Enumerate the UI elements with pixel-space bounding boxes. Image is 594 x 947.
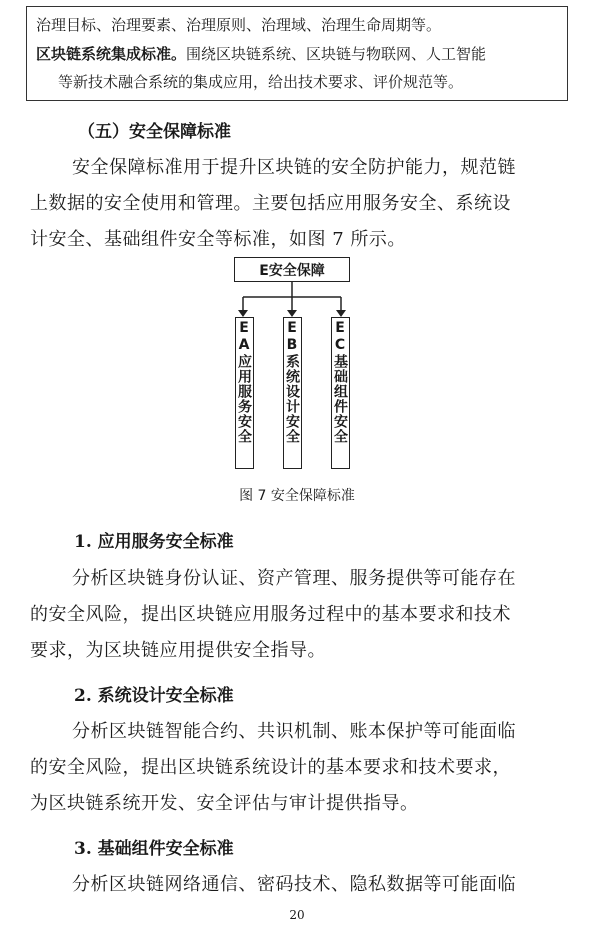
figure-caption: 图 7 安全保障标准 bbox=[239, 488, 355, 504]
subsection-heading: 1. 应用服务安全标准 bbox=[74, 532, 234, 552]
subsection-para-line: 要求，为区块链应用提供安全指导。 bbox=[30, 640, 326, 661]
section-para-line: 上数据的安全使用和管理。主要包括应用服务安全、系统设 bbox=[30, 193, 511, 214]
table-line-1: 治理目标、治理要素、治理原则、治理域、治理生命周期等。 bbox=[36, 16, 442, 34]
section-para-line: 计安全、基础组件安全等标准，如图 7 所示。 bbox=[30, 229, 406, 250]
subsection-para-line: 分析区块链身份认证、资产管理、服务提供等可能存在 bbox=[72, 568, 516, 589]
subsection-heading: 3. 基础组件安全标准 bbox=[74, 839, 234, 859]
subsection-heading: 2. 系统设计安全标准 bbox=[74, 686, 234, 706]
diagram-child-label: EC基础组件安全 bbox=[332, 320, 348, 444]
diagram-child-label: EA应用服务安全 bbox=[236, 320, 252, 444]
subsection-para-line: 的安全风险，提出区块链应用服务过程中的基本要求和技术 bbox=[30, 604, 511, 625]
table-line-2-bold: 区块链系统集成标准。 bbox=[36, 45, 187, 63]
subsection-para-line: 的安全风险，提出区块链系统设计的基本要求和技术要求， bbox=[30, 757, 511, 778]
page-number: 20 bbox=[289, 908, 305, 922]
subsection-para-line: 分析区块链网络通信、密码技术、隐私数据等可能面临 bbox=[72, 874, 516, 895]
diagram-child-label: EB系统设计安全 bbox=[284, 320, 300, 444]
diagram-root-label: E安全保障 bbox=[259, 263, 325, 279]
section-heading: （五）安全保障标准 bbox=[78, 122, 231, 142]
table-line-2-rest: 围绕区块链系统、区块链与物联网、人工智能 bbox=[186, 45, 487, 63]
section-para-line: 安全保障标准用于提升区块链的安全防护能力，规范链 bbox=[72, 157, 516, 178]
subsection-para-line: 为区块链系统开发、安全评估与审计提供指导。 bbox=[30, 793, 419, 814]
table-line-3: 等新技术融合系统的集成应用，给出技术要求、评价规范等。 bbox=[58, 73, 464, 91]
subsection-para-line: 分析区块链智能合约、共识机制、账本保护等可能面临 bbox=[72, 721, 516, 742]
